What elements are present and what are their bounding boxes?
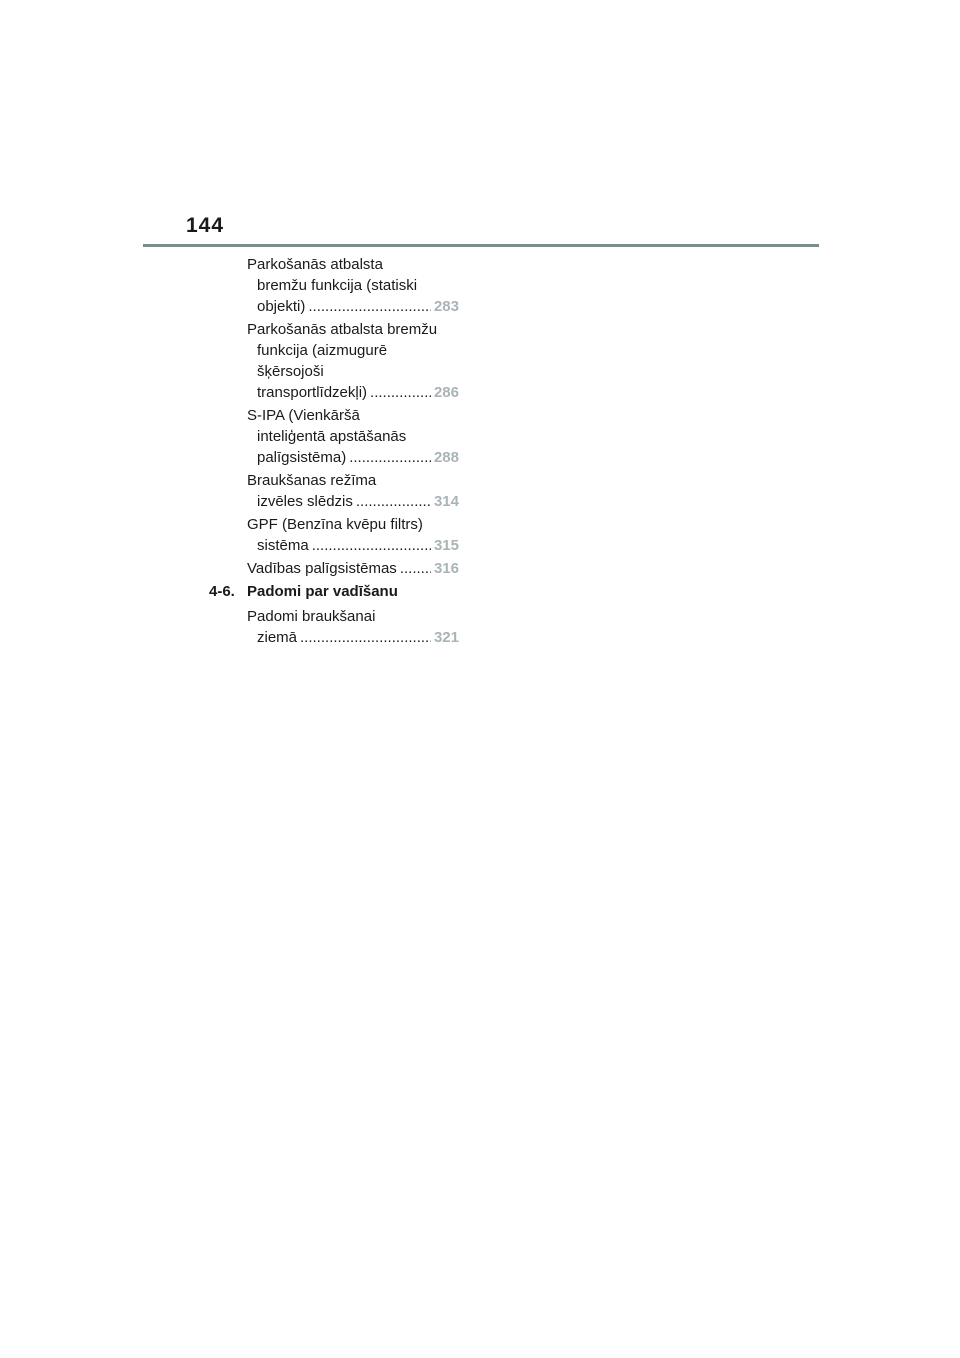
toc-entry-line: Parkošanās atbalsta bremžu: [247, 321, 438, 338]
table-of-contents: [209, 254, 459, 650]
toc-page-link[interactable]: 288: [433, 449, 459, 466]
toc-entry[interactable]: [247, 606, 459, 648]
toc-entry[interactable]: [247, 254, 459, 317]
toc-page-link[interactable]: 316: [433, 560, 459, 577]
toc-entry-last-line: [247, 535, 459, 556]
toc-entry-text: palīgsistēma): [257, 449, 347, 466]
toc-entry-line: GPF (Benzīna kvēpu filtrs): [247, 516, 423, 533]
toc-entry-last-line: [247, 447, 459, 468]
toc-entry[interactable]: [247, 514, 459, 556]
toc-page-link[interactable]: 315: [433, 537, 459, 554]
toc-page-link[interactable]: 314: [433, 493, 459, 510]
dot-leader: [309, 535, 431, 556]
dot-leader: [346, 447, 431, 468]
toc-page-link[interactable]: 283: [433, 298, 459, 315]
toc-entry-line: inteliģentā apstāšanās: [257, 428, 407, 445]
toc-entry-line: Braukšanas režīma: [247, 472, 377, 489]
dot-leader: [367, 382, 431, 403]
toc-entry[interactable]: [247, 558, 459, 579]
toc-entry-text: sistēma: [257, 537, 309, 554]
toc-entry-line: Padomi braukšanai: [247, 608, 376, 625]
toc-entry-text: transportlīdzekļi): [257, 384, 368, 401]
toc-entry-line: S-IPA (Vienkāršā: [247, 407, 360, 424]
toc-entry-last-line: [247, 382, 459, 403]
dot-leader: [305, 296, 431, 317]
toc-entry-text: ziemā: [257, 629, 298, 646]
toc-entry-line: bremžu funkcija (statiski: [257, 277, 418, 294]
dot-leader: [297, 627, 431, 648]
dot-leader: [353, 491, 431, 512]
toc-entry-last-line: [247, 558, 459, 579]
header-rule: [143, 244, 819, 247]
toc-entry-last-line: [247, 296, 459, 317]
toc-entry[interactable]: [247, 319, 459, 403]
toc-page-link[interactable]: 286: [433, 384, 459, 401]
toc-entry-text: izvēles slēdzis: [257, 493, 353, 510]
toc-entry-text: Vadības palīgsistēmas: [247, 560, 397, 577]
section-number: 4-6.: [209, 583, 235, 600]
toc-page-link[interactable]: 321: [433, 629, 459, 646]
dot-leader: [397, 558, 431, 579]
toc-entry-line: funkcija (aizmugurē: [257, 342, 388, 359]
section-title: Padomi par vadīšanu: [247, 583, 398, 600]
toc-entry-last-line: [247, 491, 459, 512]
toc-entry-text: objekti): [257, 298, 306, 315]
toc-entry-line: Parkošanās atbalsta: [247, 256, 383, 273]
toc-entry[interactable]: [247, 405, 459, 468]
toc-section-heading[interactable]: [209, 581, 459, 602]
page-number: 144: [186, 214, 225, 237]
toc-entry-last-line: [247, 627, 459, 648]
toc-entry[interactable]: [247, 470, 459, 512]
toc-entry-line: šķērsojoši: [257, 363, 324, 380]
